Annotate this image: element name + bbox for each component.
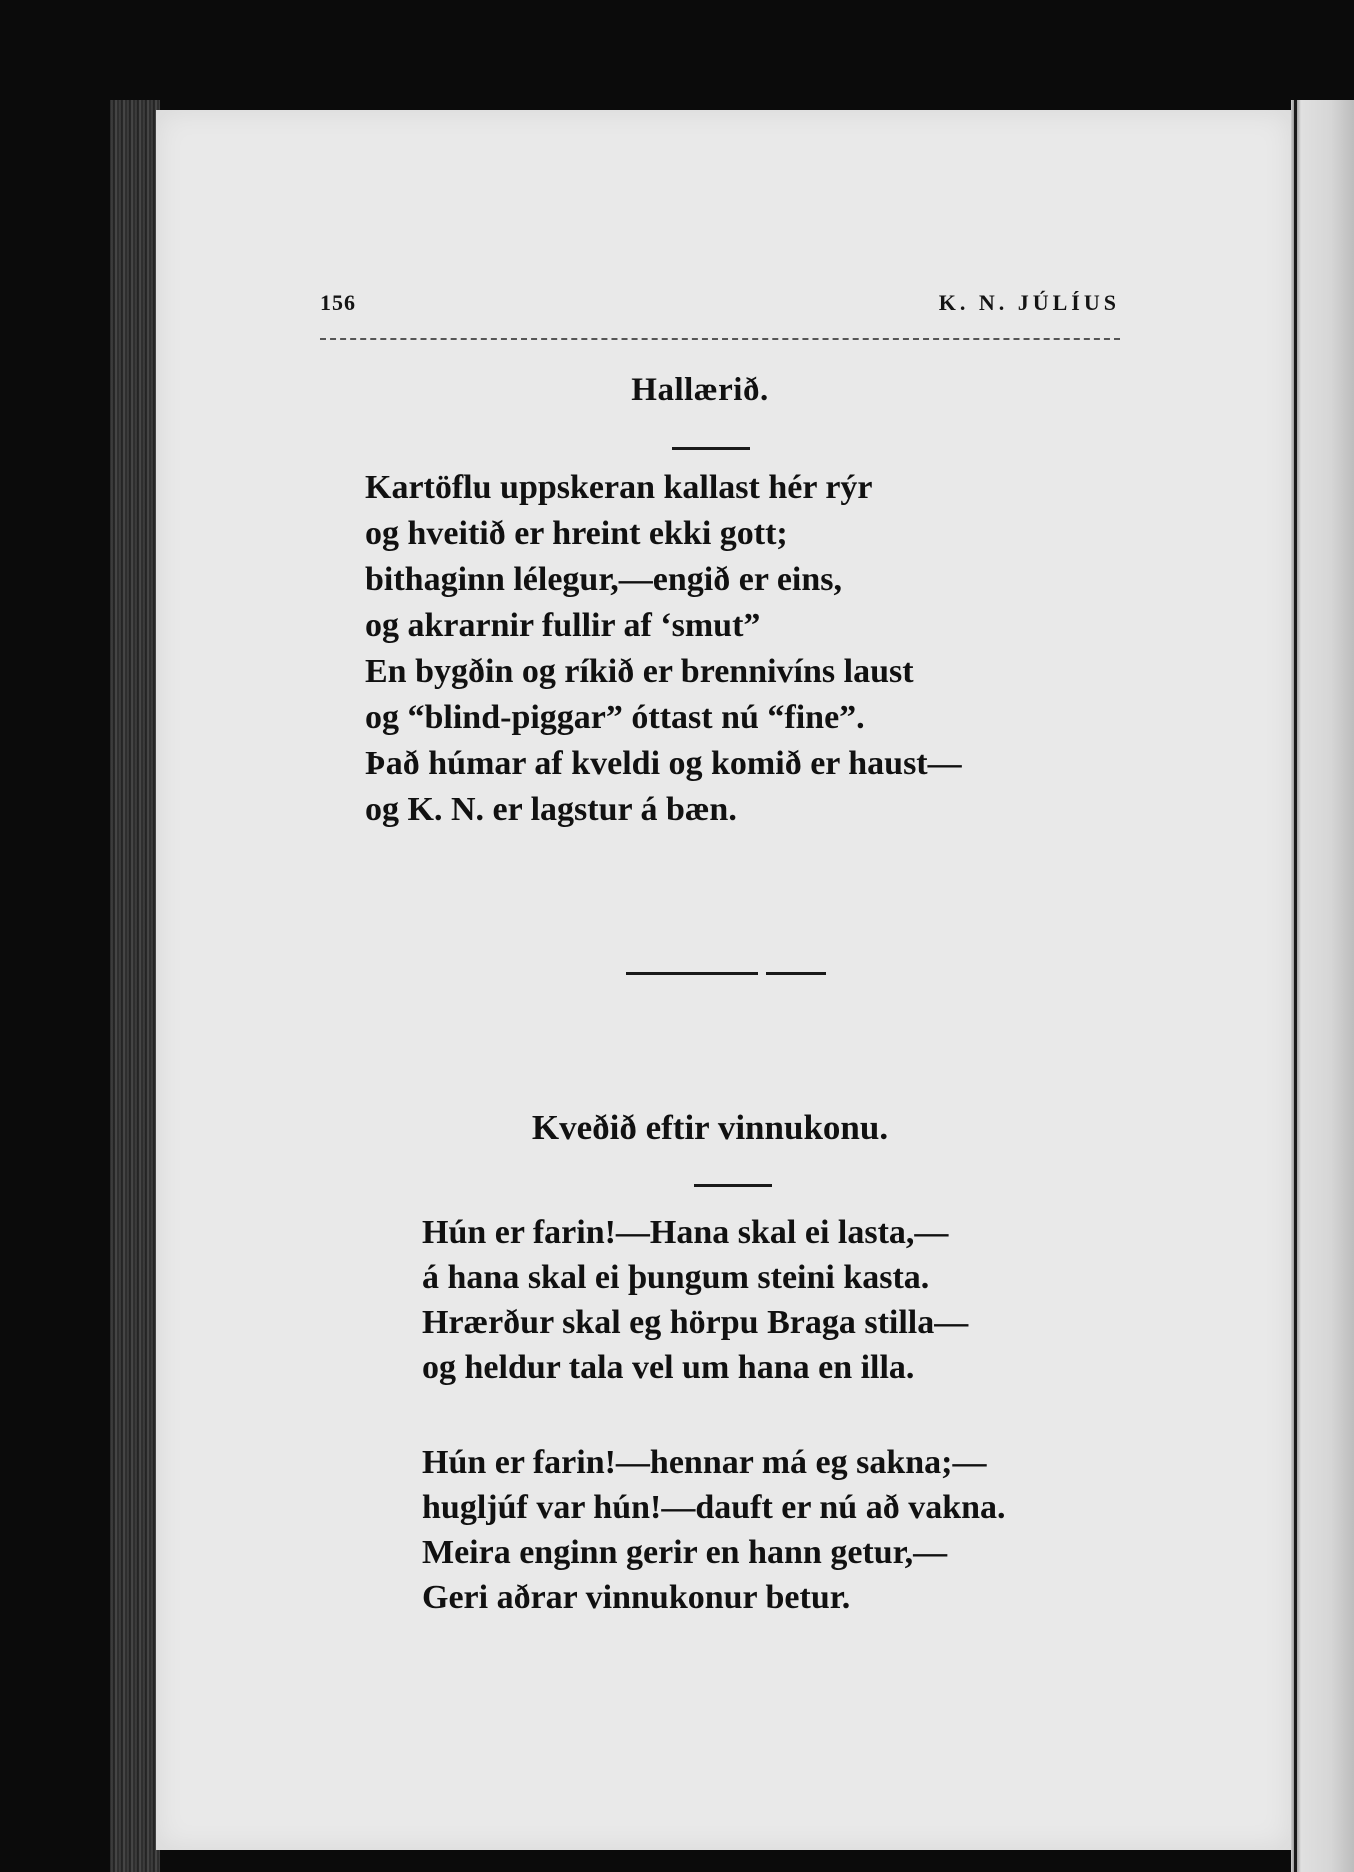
verse-line: Geri aðrar vinnukonur betur. [422,1579,851,1616]
poem-hallaerid-stanza [365,465,962,833]
verse-line: hugljúf var hún!—dauft er nú að vakna. [422,1489,1006,1526]
verse-line: og heldur tala vel um hana en illa. [422,1349,915,1386]
verse-line: og akrarnir fullir af ‘smut” [365,607,761,644]
divider-segment [766,972,826,975]
header-rule [320,338,1120,340]
verse-line: Hrærður skal eg hörpu Braga stilla— [422,1304,969,1341]
running-head: K. N. JÚLÍUS [938,290,1120,315]
title-rule [672,447,750,450]
verse-line: og hveitið er hreint ekki gott; [365,515,788,552]
verse-line: Meira enginn gerir en hann getur,— [422,1534,948,1571]
page-header [320,290,1120,330]
verse-line: Kartöflu uppskeran kallast hér rýr [365,469,873,506]
poem-title-kvedid: Kveðið eftir vinnukonu. [531,1108,889,1147]
title-rule [694,1184,772,1187]
page-number: 156 [320,290,356,315]
poem-kvedid-stanza-2 [422,1440,1006,1620]
verse-line: bithaginn lélegur,—engið er eins, [365,561,842,598]
verse-line: Hún er farin!—hennar má eg sakna;— [422,1444,987,1481]
poem-title-hallaerid: Hallærið. [631,372,769,408]
facing-page-edge [1291,100,1354,1872]
divider-segment [626,972,758,975]
verse-line: og K. N. er lagstur á bæn. [365,791,737,828]
verse-line: og “blind-piggar” óttast nú “fine”. [365,699,865,736]
section-divider [626,972,826,975]
verse-line: Það húmar af kveldi og komið er haust— [365,745,962,782]
book-binding-edge [110,100,160,1872]
verse-line: Hún er farin!—Hana skal ei lasta,— [422,1214,949,1251]
poem-kvedid-stanza-1 [422,1210,968,1390]
verse-line: En bygðin og ríkið er brennivíns laust [365,653,914,690]
page-gutter-line [1294,100,1297,1872]
verse-line: á hana skal ei þungum steini kasta. [422,1259,930,1296]
